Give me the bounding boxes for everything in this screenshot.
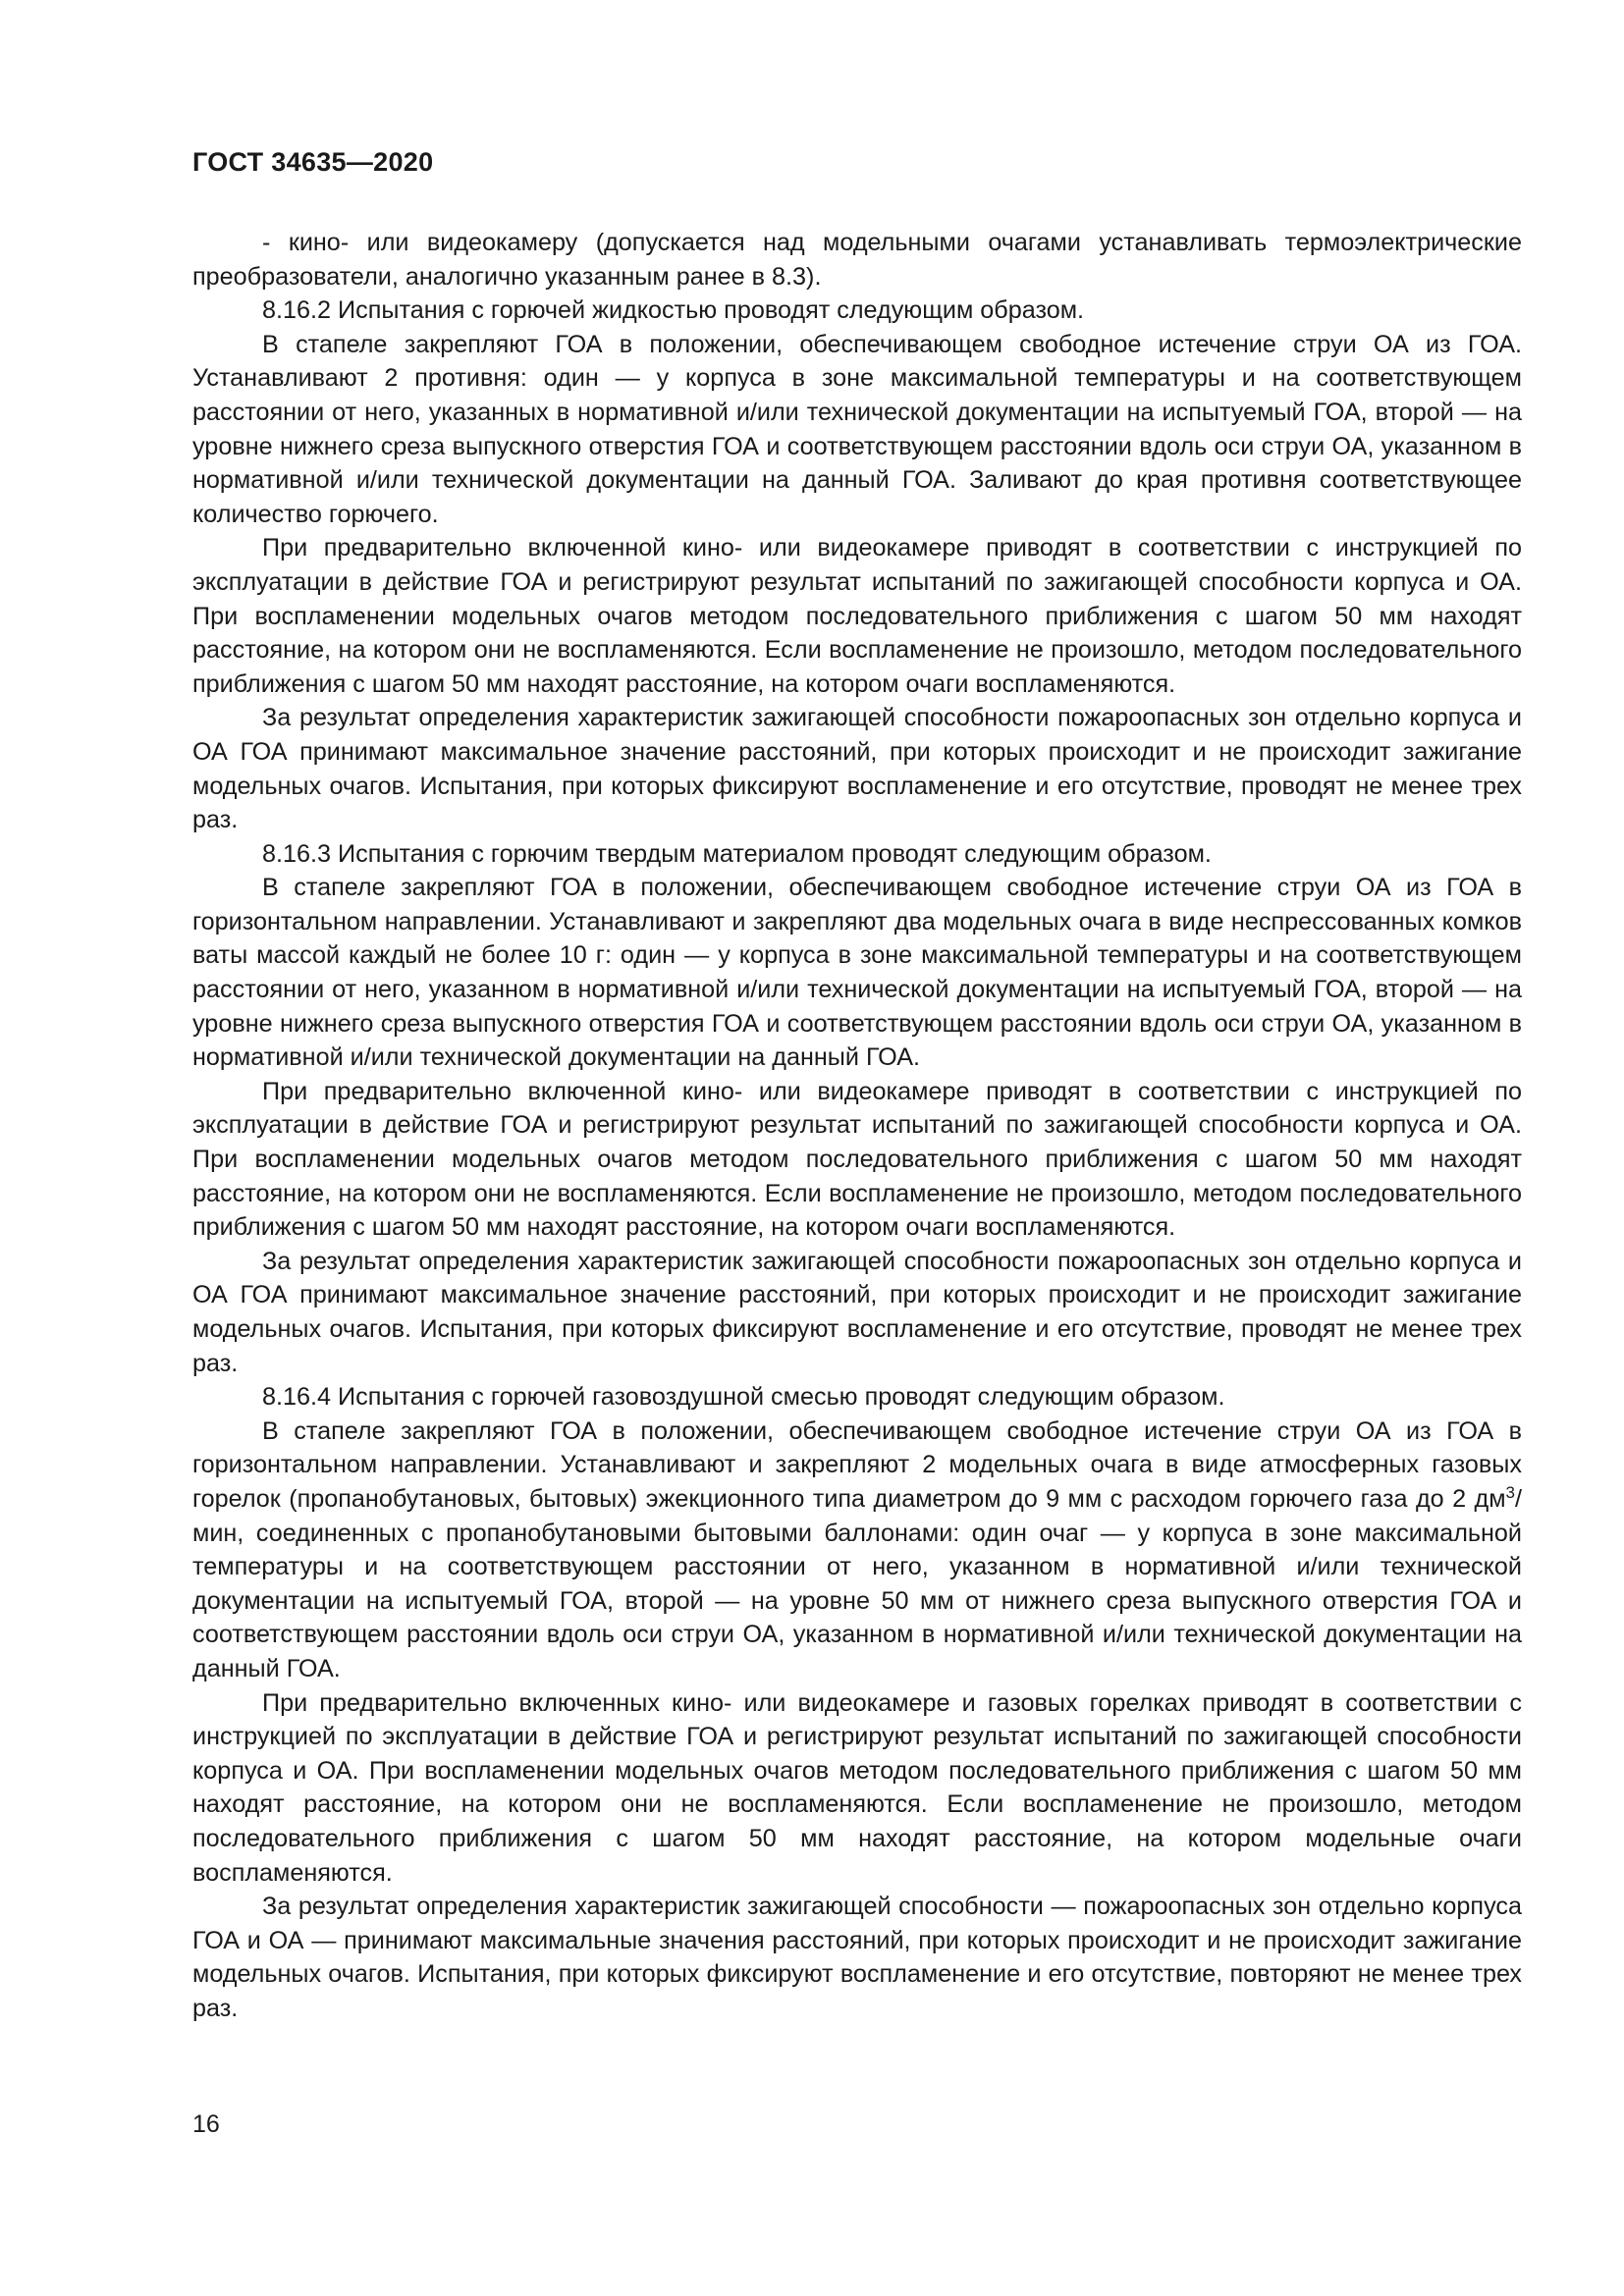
paragraph-solid-setup: В стапеле закрепляют ГОА в положении, обеспечивающем свободное истечение струи ОА из ГОА в горизонтальном направлении. Устанавливают и закрепляют два модельных очага в виде неспрессованных комков ваты массой каждый не более 10 г: один — у корпуса в зоне максимальной температуры и на соответствующем расстоянии от него, указанном в нормативной и/или технической документации на испытуемый ГОА, второй — на уровне нижнего среза выпускного отверстия ГОА и соответствующем расстоянии вдоль оси струи ОА, указанном в нормативной и/или технической документации на данный ГОА. bbox=[192, 874, 1522, 1072]
paragraph-8-16-3-heading: 8.16.3 Испытания с горючим твердым материалом проводят следующим образом. bbox=[262, 839, 1212, 868]
document-body bbox=[192, 226, 1522, 2025]
paragraph-liquid-setup: В стапеле закрепляют ГОА в положении, обеспечивающем свободное истечение струи ОА из ГОА. Устанавливают 2 противня: один — у корпуса в зоне максимальной температуры и на соответствующем расстоянии от него, указанных в нормативной и/или технической документации на испытуемый ГОА, второй — на уровне нижнего среза выпускного отверстия ГОА и соответствующем расстоянии вдоль оси струи ОА, указанном в нормативной и/или технической документации на данный ГОА. Заливают до края противня соответствующее количество горючего. bbox=[192, 330, 1522, 528]
page-number: 16 bbox=[192, 2110, 220, 2138]
paragraph-8-16-4-heading: 8.16.4 Испытания с горючей газовоздушной смесью проводят следующим образом. bbox=[262, 1383, 1225, 1412]
paragraph-liquid-result: За результат определения характеристик зажигающей способности пожароопасных зон отдельно корпуса и ОА ГОА принимают максимальное значение расстояний, при которых происходит и не происходит зажигание модельных очагов. Испытания, при которых фиксируют воспламенение и его отсутствие, проводят не менее трех раз. bbox=[192, 704, 1522, 834]
superscript-cube: 3 bbox=[1505, 1482, 1515, 1502]
paragraph-solid-procedure: При предварительно включенной кино- или видеокамере приводят в соответствии с инструкцией по эксплуатации в действие ГОА и регистрируют результат испытаний по зажигающей способности корпуса и ОА. При воспламенении модельных очагов методом последовательного приближения с шагом 50 мм находят расстояние, на котором они не воспламеняются. Если воспламенение не произошло, методом последовательного приближения с шагом 50 мм находят расстояние, на котором очаги воспламеняются. bbox=[192, 1077, 1522, 1242]
document-header: ГОСТ 34635—2020 bbox=[192, 147, 434, 177]
paragraph-gas-setup bbox=[192, 1415, 1522, 1686]
paragraph-8-16-2-heading: 8.16.2 Испытания с горючей жидкостью проводят следующим образом. bbox=[262, 296, 1085, 325]
paragraph-solid-result: За результат определения характеристик зажигающей способности пожароопасных зон отдельно корпуса и ОА ГОА принимают максимальное значение расстояний, при которых происходит и не происходит зажигание модельных очагов. Испытания, при которых фиксируют воспламенение и его отсутствие, проводят не менее трех раз. bbox=[192, 1247, 1522, 1377]
paragraph-liquid-procedure: При предварительно включенной кино- или видеокамере приводят в соответствии с инструкцией по эксплуатации в действие ГОА и регистрируют результат испытаний по зажигающей способности корпуса и ОА. При воспламенении модельных очагов методом последовательного приближения с шагом 50 мм находят расстояние, на котором они не воспламеняются. Если воспламенение не произошло, методом последовательного приближения с шагом 50 мм находят расстояние, на котором очаги воспламеняются. bbox=[192, 534, 1522, 698]
gas-setup-text-before: В стапеле закрепляют ГОА в положении, обеспечивающем свободное истечение струи ОА из ГОА в горизонтальном направлении. Устанавливают и закрепляют 2 модельных очага в виде атмосферных газовых горелок (пропанобутановых, бытовых) эжекционного типа диаметром до 9 мм с расходом горючего газа до 2 дм bbox=[192, 1416, 1522, 1513]
paragraph-camera-item: - кино- или видеокамеру (допускается над модельными очагами устанавливать термоэлектрические преобразователи, аналогично указанным ранее в 8.3). bbox=[192, 229, 1522, 291]
gas-setup-text-after: /мин, соединенных с пропанобутановыми бытовыми баллонами: один очаг — у корпуса в зоне максимальной температуры и на соответствующем расстоянии от него, указанном в нормативной и/или технической документации на испытуемый ГОА, второй — на уровне 50 мм от нижнего среза выпускного отверстия ГОА и соответствующем расстоянии вдоль оси струи ОА, указанном в нормативной и/или технической документации на данный ГОА. bbox=[192, 1484, 1522, 1682]
paragraph-gas-result: За результат определения характеристик зажигающей способности — пожароопасных зон отдельно корпуса ГОА и ОА — принимают максимальные значения расстояний, при которых происходит и не происходит зажигание модельных очагов. Испытания, при которых фиксируют воспламенение и его отсутствие, повторяют не менее трех раз. bbox=[192, 1893, 1522, 2022]
paragraph-gas-procedure: При предварительно включенных кино- или видеокамере и газовых горелках приводят в соответствии с инструкцией по эксплуатации в действие ГОА и регистрируют результат испытаний по зажигающей способности корпуса и ОА. При воспламенении модельных очагов методом последовательного приближения с шагом 50 мм находят расстояние, на котором они не воспламеняются. Если воспламенение не произошло, методом последовательного приближения с шагом 50 мм находят расстояние, на котором модельные очаги воспламеняются. bbox=[192, 1688, 1522, 1887]
